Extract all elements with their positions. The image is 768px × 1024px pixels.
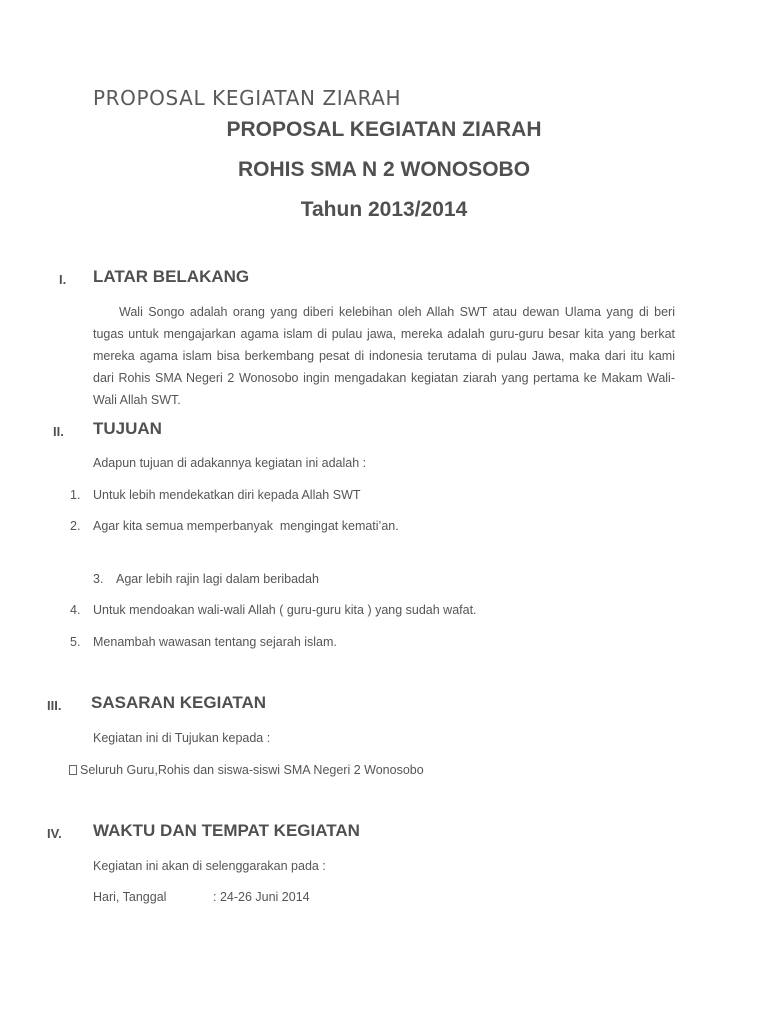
section-1-paragraph: Wali Songo adalah orang yang diberi kelebihan oleh Allah SWT atau dewan Ulama yang di beri tugas untuk mengajarkan agama islam di pulau jawa, mereka adalah guru-guru besar kita yang berkat mereka agama islam bisa berkembang pesat di indonesia terutama di pulau Jawa, maka dari itu kami dari Rohis SMA Negeri 2 Wonosobo ingin mengadakan kegiatan ziarah yang pertama ke Makam Wali-Wali Allah SWT.	[93, 305, 675, 407]
section-4-title: WAKTU DAN TEMPAT KEGIATAN	[93, 821, 360, 840]
section-3-bullet-text: Seluruh Guru,Rohis dan siswa-siswi SMA Negeri 2 Wonosobo	[80, 763, 424, 777]
title-line-1: PROPOSAL KEGIATAN ZIARAH	[226, 118, 542, 141]
list-item-number: 2.	[70, 519, 81, 533]
section-4-intro: Kegiatan ini akan di selenggarakan pada :	[93, 859, 326, 873]
list-item-number: 1.	[70, 488, 81, 502]
list-item-text: Untuk lebih mendekatkan diri kepada Allah SWT	[93, 488, 361, 502]
date-field-label: Hari, Tanggal	[93, 890, 167, 904]
section-3-title: SASARAN KEGIATAN	[91, 693, 267, 712]
date-field-value: : 24-26 Juni 2014	[213, 890, 310, 904]
document-header: PROPOSAL KEGIATAN ZIARAH	[93, 86, 402, 110]
list-item-number: 3.	[93, 572, 104, 586]
list-item-number: 4.	[70, 603, 81, 617]
bullet-icon	[69, 765, 77, 775]
section-3-intro: Kegiatan ini di Tujukan kepada :	[93, 731, 271, 745]
section-2-title: TUJUAN	[93, 419, 162, 438]
title-line-3: Tahun 2013/2014	[300, 198, 468, 221]
list-item-text: Agar kita semua memperbanyak mengingat kemati’an.	[93, 519, 399, 533]
list-item-text: Menambah wawasan tentang sejarah islam.	[93, 635, 337, 649]
section-2-intro: Adapun tujuan di adakannya kegiatan ini adalah :	[93, 456, 367, 470]
section-4-number: IV.	[47, 826, 62, 841]
section-2-number: II.	[53, 424, 64, 439]
section-1-number: I.	[59, 272, 67, 287]
list-item-text: Untuk mendoakan wali-wali Allah ( guru-guru kita ) yang sudah wafat.	[93, 603, 477, 617]
list-item-text: Agar lebih rajin lagi dalam beribadah	[116, 572, 319, 586]
section-3-number: III.	[47, 698, 62, 713]
section-1-title: LATAR BELAKANG	[93, 267, 250, 286]
list-item-number: 5.	[70, 635, 81, 649]
title-line-2: ROHIS SMA N 2 WONOSOBO	[237, 158, 531, 181]
